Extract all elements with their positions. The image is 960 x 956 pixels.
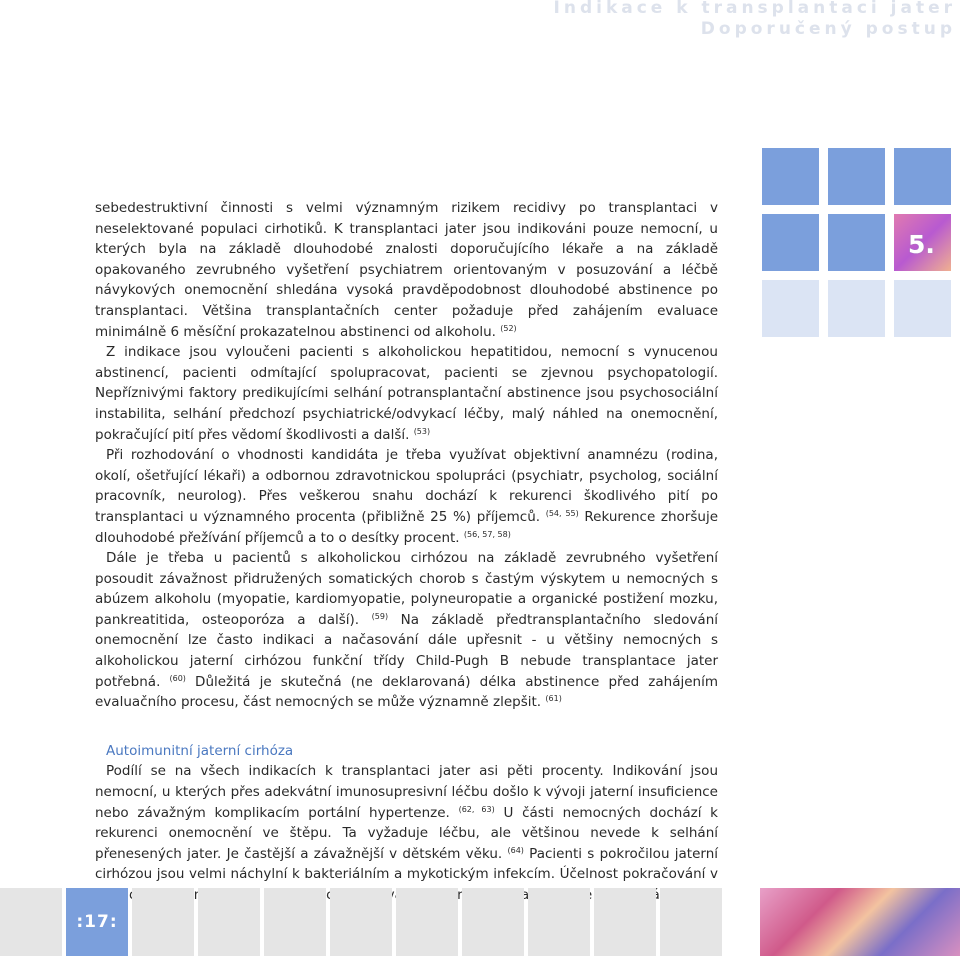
- footer-block: [462, 888, 524, 956]
- paragraph: Z indikace jsou vyloučeni pacienti s alkoholickou hepatitidou, nemocní s vynucenou abstinencí, pacienti odmítající spolupracovat, pacienti se zjevnou psychopatologií. Nepříznivými faktory predikujícími selhání potransplantační abstinence jsou psychosociální instabilita, selhání předchozí psychiatrické/odvykací léčby, malý náhled na onemocnění, pokračující pití přes vědomí škodlivosti a další. $^{(53)}$: [95, 344, 718, 443]
- footer-block: [330, 888, 392, 956]
- paragraph: Dále je třeba u pacientů s alkoholickou cirhózou na základě zevrubného vyšetření posoudit závažnost přidružených somatických chorob s častým výskytem u nemocných s abúzem alkoholu (myopatie, kardiomyopatie, polyneuropatie a organické postižení mozku, pankreatitida, osteoporóza a další). $^{(59)}$ Na základě předtransplantačního sledování onemocnění lze často indikaci a načasování dále upřesnit - u většiny nemocných s alkoholickou jaterní cirhózou funkční třídy Child-Pugh B nebude transplantace jater potřebná. $^{(60)}$ Důležitá je skutečná (ne deklarovaná) délka abstinence před zahájením evaluačního procesu, část nemocných se může významně zlepšit. $^{(61)}$: [95, 550, 719, 711]
- footer-block: [396, 888, 458, 956]
- block: [828, 214, 885, 271]
- paragraph: Podílí se na všech indikacích k transplantaci jater asi pěti procenty. Indikování jsou nemocní, u kterých přes adekvátní imunosupresivní léčbu došlo k vývoji jaterní insuficience nebo závažným komplikacím portální hypertenze. $^{(62, 63)}$ U části nemocných dochází k rekurenci onemocnění ve štěpu. Ta vyžaduje léčbu, ale většinou nevede k selhání přenesených jater. Je častější a závažnější v dětském věku. $^{(64)}$ Pacienti s pokročilou jaterní cirhózou jsou velmi náchylní k bakteriálním a mykotickým infekcím. Účelnost pokračování v zvážit.: [95, 763, 719, 903]
- paragraph: Při rozhodování o vhodnosti kandidáta je třeba využívat objektivní anamnézu (rodina, okolí, ošetřující lékaři) a odbornou zdravotnickou spolupráci (psychiatr, psycholog, sociální pracovník, neurolog). Přes veškerou snahu dochází k rekurenci škodlivého pití po transplantaci u významného procenta (přibližně 25 %) příjemců. $^{(54, 55)}$ Rekurence zhoršuje dlouhodobé přežívání příjemců a to o desítky procent. $^{(56, 57, 58)}$: [95, 447, 719, 546]
- block: [762, 148, 819, 205]
- footer-block: [198, 888, 260, 956]
- citation: (62, 63): [458, 804, 495, 814]
- citation: (56, 57, 58): [463, 529, 511, 539]
- footer-block: [132, 888, 194, 956]
- citation: (59): [371, 611, 389, 621]
- footer-block: [660, 888, 722, 956]
- body-text: [95, 198, 718, 906]
- footer-block: [0, 888, 62, 956]
- citation: (64): [507, 845, 524, 855]
- footer-band: [0, 888, 960, 956]
- running-header: [554, 0, 956, 40]
- header-subtitle: Doporučený postup: [700, 19, 956, 39]
- block: [762, 214, 819, 271]
- footer-block: [594, 888, 656, 956]
- citation: (60): [169, 673, 186, 683]
- section-subheading: Autoimunitní jaterní cirhóza: [106, 742, 294, 759]
- block: [762, 280, 819, 337]
- citation: (53): [413, 426, 431, 436]
- citation: (61): [545, 694, 562, 704]
- footer-block: [528, 888, 590, 956]
- chapter-number: 5.: [908, 230, 935, 259]
- block: [828, 148, 885, 205]
- footer-block: [264, 888, 326, 956]
- paragraph: sebedestruktivní činnosti s velmi významným rizikem recidivy po transplantaci v neselektované populaci cirhotiků. K transplantaci jater jsou indikováni pouze nemocní, u kterých byla na základě dlouhodobé znalosti doporučujícího lékaře a na základě opakovaného zevrubného vyšetření psychiatrem orientovaným v posuzování a léčbě návykových onemocnění shledána vysoká pravděpodobnost dlouhodobé abstinence po transplantaci. Většina transplantačních center požaduje před zahájením evaluace minimálně 6 měsíční prokazatelnou abstinenci od alkoholu. $^{(52)}$: [95, 200, 718, 340]
- citation: (52): [500, 323, 517, 333]
- block: [894, 280, 951, 337]
- block: [894, 148, 951, 205]
- citation: (54, 55): [545, 508, 579, 518]
- header-title: Indikace k transplantaci jater: [553, 0, 956, 18]
- page-number: :17:: [66, 888, 128, 956]
- footer-artwork: [760, 888, 960, 956]
- block: [828, 280, 885, 337]
